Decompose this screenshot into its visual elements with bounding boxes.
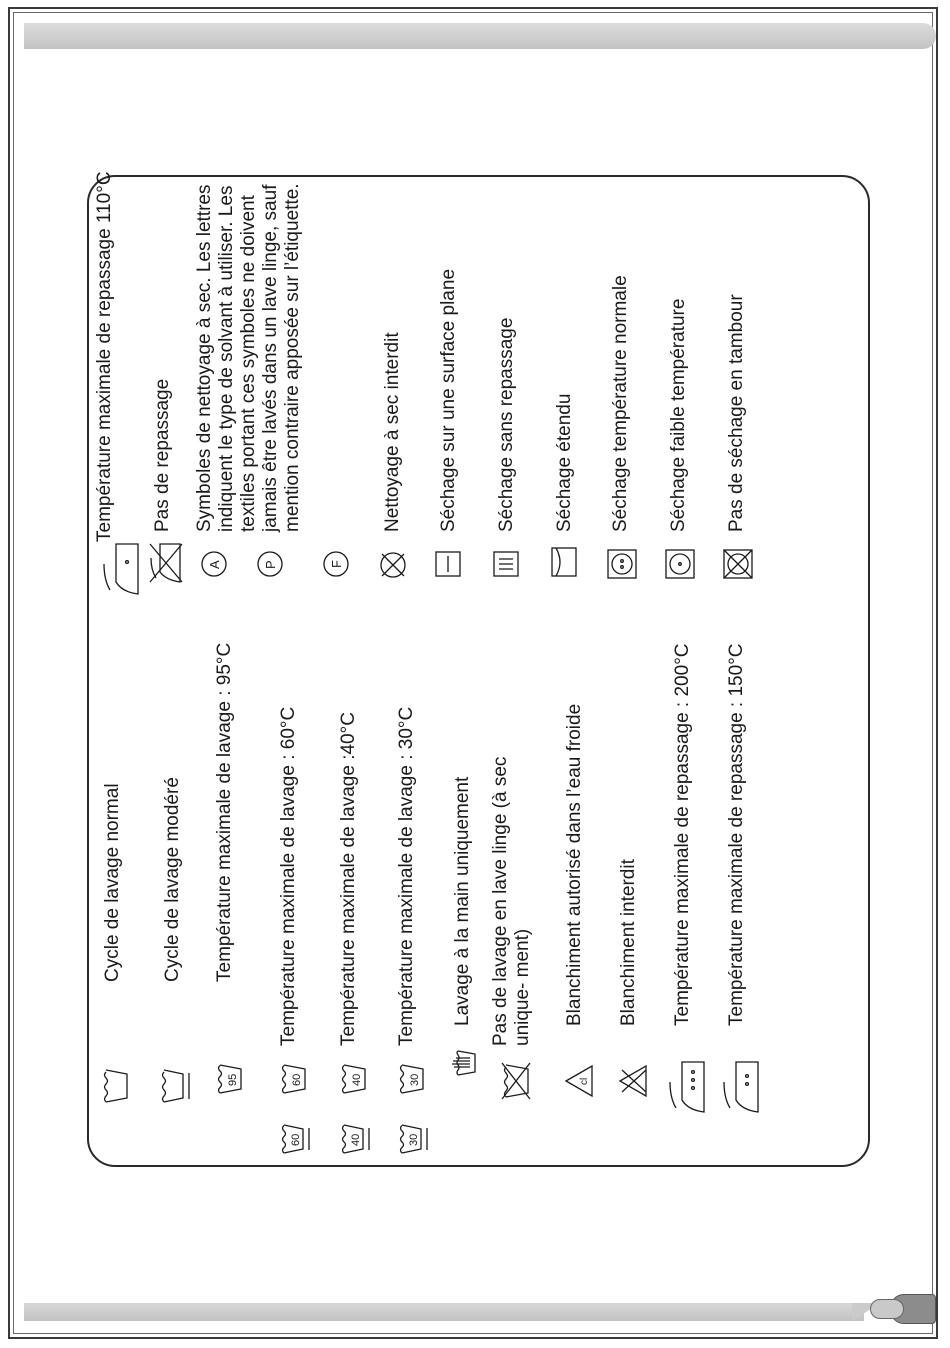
left-label-12: Température maximale de repassage : 150°C [726,643,747,1026]
dry-flat-icon [434,550,467,578]
right-label-6: Séchage sans repassage [496,317,517,532]
right-label-10: Pas de séchage en tambour [726,294,747,532]
left-label-5: Température maximale de lavage :40°C [338,712,359,1046]
washtub-60-underline-icon [278,1122,317,1156]
svg-text:F: F [329,560,344,568]
tumble-dry-low-icon [664,548,701,580]
header-bar [24,23,936,49]
no-tumble-dry-icon [722,548,759,580]
svg-text:40: 40 [350,1133,362,1146]
care-symbols-rotated-area [88,171,868,1166]
left-label-8: Pas de lavage en lave linge (à sec unique- ment) [490,756,533,1046]
footer-bar [24,1303,864,1321]
iron-three-dots-icon [668,1060,713,1116]
bleach-cold-icon [564,1064,599,1098]
left-label-4: Température maximale de lavage : 60°C [278,706,299,1046]
washtub-40-underline-icon [338,1122,377,1156]
svg-text:60: 60 [291,1073,303,1086]
svg-text:A: A [207,560,222,569]
no-iron-icon [148,542,189,586]
care-symbols-panel [88,171,868,1166]
right-label-1: Température maximale de repassage 110°C [94,171,115,542]
right-label-2: Pas de repassage [152,378,173,532]
right-label-9: Séchage faible température [668,298,689,532]
iron-one-dot-icon [102,542,147,598]
right-label-5: Séchage sur une surface plane [438,268,459,532]
no-wash-icon [498,1061,537,1101]
drip-dry-icon [492,550,525,578]
dry-clean-f-icon [322,550,355,578]
dry-clean-p-icon [256,550,289,578]
washtub-30-underline-icon [396,1122,435,1156]
svg-text:cl: cl [579,1077,590,1085]
tumble-dry-normal-icon [606,548,643,580]
page-tab [870,1294,936,1324]
svg-text:P: P [263,560,278,569]
svg-text:60: 60 [290,1133,302,1146]
washtub-60-icon [278,1062,313,1096]
svg-text:30: 30 [409,1073,421,1086]
dry-clean-a-icon [200,550,233,578]
left-label-10: Blanchiment interdit [618,859,639,1026]
washtub-underline-icon [158,1066,197,1106]
right-label-8: Séchage température normale [610,275,631,532]
washtub-40-icon [338,1062,373,1096]
left-label-1: Cycle de lavage normal [102,783,123,982]
left-label-11: Température maximale de repassage : 200°C [672,643,693,1026]
right-label-7: Séchage étendu [554,393,575,532]
iron-two-dots-icon [722,1060,767,1116]
no-bleach-icon [618,1064,653,1098]
left-label-3: Température maximale de lavage : 95°C [214,642,235,982]
left-label-7: Lavage à la main uniquement [452,776,473,1026]
left-label-2: Cycle de lavage modéré [162,777,183,982]
washtub-30-icon [396,1062,431,1096]
right-label-3: Symboles de nettoyage à sec. Les lettres indiquent le type de solvant à utiliser. Les textiles portant ces symboles ne doivent jamais être lavés dans un lave linge, sauf mention contraire apposée sur l’étiquette. [194,183,303,532]
washtub-icon [100,1066,135,1106]
svg-text:40: 40 [351,1073,363,1086]
hand-wash-icon [448,1048,483,1078]
left-label-9: Blanchiment autorisé dans l’eau froide [564,703,585,1026]
svg-text:30: 30 [408,1133,420,1146]
line-dry-icon [550,546,583,578]
temp-95-text: 95 [227,1073,239,1086]
page-tab-knob [870,1299,904,1319]
no-dry-clean-icon [378,550,413,580]
left-label-6: Température maximale de lavage : 30°C [396,706,417,1046]
washtub-95-icon [214,1062,249,1096]
right-label-4: Nettoyage à sec interdit [382,332,403,532]
